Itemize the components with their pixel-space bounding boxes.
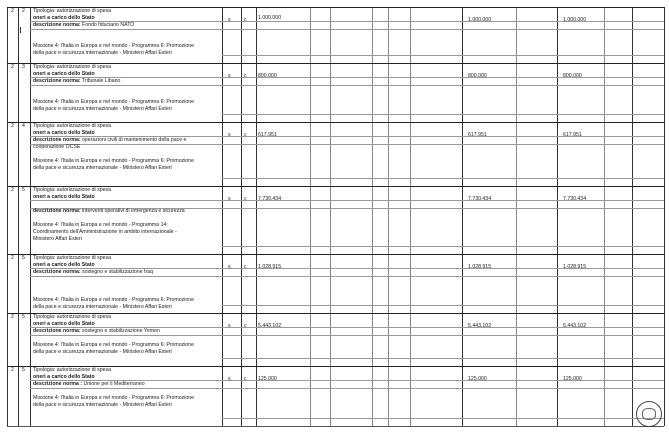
description-line: Tipologia: autorizzazione di spesa — [33, 187, 111, 193]
description-line — [33, 22, 134, 28]
row-index-2: 3 — [22, 64, 25, 70]
column-rule — [18, 7, 19, 426]
row-divider — [30, 144, 664, 145]
amount-year-3: 7.730.434 — [563, 196, 587, 202]
description-line: Tipologia: autorizzazione di spesa — [33, 367, 111, 373]
description-line — [33, 269, 153, 275]
description-line: Tipologia: autorizzazione di spesa — [33, 314, 111, 320]
field-label: descrizione norma: — [33, 208, 81, 214]
field-value: Tribunale Libano — [80, 78, 121, 84]
description-line: oneri a carico dello Stato — [33, 262, 95, 268]
description-line: Ministero Affari Esteri — [33, 236, 82, 242]
description-line: della pace e sicurezza internazionale - Ministero Affari Esteri — [33, 402, 172, 408]
row-divider — [222, 246, 664, 247]
type-code-c: c — [244, 132, 247, 138]
column-rule — [310, 7, 311, 426]
amount-year-2: 1.028.915 — [468, 264, 492, 270]
field-label: descrizione norma: — [33, 137, 81, 143]
field-value: interventi operativi di emergenza e sicurezza — [80, 208, 185, 214]
type-code-s: s — [228, 264, 231, 270]
description-line: Tipologia: autorizzazione di spesa — [33, 64, 111, 70]
row-index-1: 2 — [11, 367, 14, 373]
amount-year-1: 5.443.102 — [258, 323, 282, 329]
amount-year-1: 617.951 — [258, 132, 277, 138]
field-value: operazioni civili di mantenimento della pace e — [80, 137, 187, 143]
amount-year-2: 7.730.434 — [468, 196, 492, 202]
amount-year-2: 800.000 — [468, 73, 487, 79]
row-index-1: 2 — [11, 64, 14, 70]
description-line: Missione 4: l'Italia in Europa e nel mondo - Programma 14: — [33, 222, 168, 228]
type-code-s: s — [228, 132, 231, 138]
amount-year-3: 1.000.000 — [563, 17, 587, 23]
amount-year-1: 1.028.915 — [258, 264, 282, 270]
description-line: oneri a carico dello Stato — [33, 71, 95, 77]
description-line: Tipologia: autorizzazione di spesa — [33, 8, 111, 14]
row-index-1: 2 — [11, 255, 14, 261]
description-line: della pace e sicurezza internazionale - Ministero Affari Esteri — [33, 304, 172, 310]
row-divider — [222, 114, 664, 115]
type-code-c: c — [244, 264, 247, 270]
field-label: descrizione norma: — [33, 22, 81, 28]
field-label: descrizione norma : — [33, 381, 83, 387]
description-line: Missione 4: l'Italia in Europa e nel mondo - Programma 6: Promozione — [33, 99, 195, 105]
column-rule — [516, 7, 517, 426]
row-divider — [222, 55, 664, 56]
row-divider — [30, 335, 664, 336]
description-line: Missione 4: l'Italia in Europa e nel mondo - Programma 6: Promozione — [33, 395, 195, 401]
description-line: oneri a carico dello Stato — [33, 130, 95, 136]
description-line: della pace e sicurezza internazionale - Ministero Affari Esteri — [33, 349, 172, 355]
description-line: Tipologia: autorizzazione di spesa — [33, 123, 111, 129]
description-line: Missione 4: l'Italia in Europa e nel mondo - Programma 6: Promozione — [33, 43, 195, 49]
description-line: oneri a carico dello Stato — [33, 374, 95, 380]
row-index-2: 5 — [22, 314, 25, 320]
amount-year-2: 1.000.000 — [468, 17, 492, 23]
row-divider — [30, 388, 664, 389]
amount-year-1: 800.000 — [258, 73, 277, 79]
amount-year-3: 800.000 — [563, 73, 582, 79]
row-divider — [30, 29, 664, 30]
column-rule — [632, 7, 633, 426]
row-divider — [222, 305, 664, 306]
description-line: Missione 4: l'Italia in Europa e nel mondo - Programma 6: Promozione — [33, 342, 195, 348]
row-index-2: 5 — [22, 187, 25, 193]
margin-mark — [20, 27, 21, 33]
field-label: descrizione norma: — [33, 269, 81, 275]
amount-year-3: 617.951 — [563, 132, 582, 138]
description-line: cooperazione OCSE — [33, 144, 81, 150]
row-index-2: 2 — [22, 8, 25, 14]
description-line — [33, 78, 120, 84]
description-line: oneri a carico dello Stato — [33, 15, 95, 21]
amount-year-2: 125.000 — [468, 376, 487, 382]
type-code-c: c — [244, 17, 247, 23]
type-code-s: s — [228, 376, 231, 382]
seal-stamp — [636, 401, 662, 427]
type-code-c: c — [244, 73, 247, 79]
amount-year-2: 5.443.102 — [468, 323, 492, 329]
description-line: della pace e sicurezza internazionale - Ministero Affari Esteri — [33, 106, 172, 112]
description-line: oneri a carico dello Stato — [33, 321, 95, 327]
field-value: sostegno e stabilizzazione Yemen — [80, 328, 160, 334]
description-line: della pace e sicurezza internazionale - Ministero Affari Esteri — [33, 50, 172, 56]
column-rule — [372, 7, 373, 426]
column-rule — [222, 7, 223, 426]
row-divider — [222, 418, 664, 419]
row-divider — [30, 85, 664, 86]
column-rule — [256, 7, 257, 426]
column-rule — [664, 7, 665, 426]
row-index-1: 2 — [11, 8, 14, 14]
field-label: descrizione norma: — [33, 78, 81, 84]
column-rule — [30, 7, 31, 426]
column-rule — [557, 7, 558, 426]
amount-year-1: 1.000.000 — [258, 15, 282, 21]
description-line — [33, 208, 185, 214]
row-divider — [30, 276, 664, 277]
description-line — [33, 381, 145, 387]
column-rule — [604, 7, 605, 426]
description-line: oneri a carico dello Stato — [33, 194, 95, 200]
row-index-1: 2 — [11, 123, 14, 129]
type-code-c: c — [244, 376, 247, 382]
field-value: Unione per il Mediterraneo — [82, 381, 145, 387]
type-code-s: s — [228, 17, 231, 23]
row-index-1: 2 — [11, 314, 14, 320]
type-code-s: s — [228, 73, 231, 79]
amount-year-2: 617.951 — [468, 132, 487, 138]
row-index-2: 5 — [22, 367, 25, 373]
table-bottom-border — [7, 426, 664, 427]
column-rule — [330, 7, 331, 426]
type-code-c: c — [244, 196, 247, 202]
description-line: Missione 4: l'Italia in Europa e nel mondo - Programma 6: Promozione — [33, 158, 195, 164]
amount-year-1: 125.000 — [258, 376, 277, 382]
row-index-2: 5 — [22, 255, 25, 261]
description-line: Coordinamento dell'Amministrazione in ambito internazionale - — [33, 229, 177, 235]
column-rule — [388, 7, 389, 426]
description-line: della pace e sicurezza internazionale - Ministero Affari Esteri — [33, 165, 172, 171]
row-divider — [222, 358, 664, 359]
type-code-c: c — [244, 323, 247, 329]
field-label: descrizione norma: — [33, 328, 81, 334]
description-line — [33, 137, 186, 143]
column-rule — [410, 7, 411, 426]
description-line — [33, 328, 160, 334]
field-value: Fondo fiduciario NATO — [80, 22, 135, 28]
description-line: Tipologia: autorizzazione di spesa — [33, 255, 111, 261]
column-rule — [7, 7, 8, 426]
field-value: sostegno e stabilizzazione Iraq — [80, 269, 153, 275]
row-index-1: 2 — [11, 187, 14, 193]
row-index-2: 4 — [22, 123, 25, 129]
column-rule — [241, 7, 242, 426]
amount-year-3: 125.000 — [563, 376, 582, 382]
amount-year-3: 5.443.102 — [563, 323, 587, 329]
type-code-s: s — [228, 196, 231, 202]
amount-year-1: 7.730.434 — [258, 196, 282, 202]
column-rule — [462, 7, 463, 426]
amount-year-3: 1.028.915 — [563, 264, 587, 270]
row-divider — [222, 178, 664, 179]
description-line: Missione 4: l'Italia in Europa e nel mondo - Programma 6: Promozione — [33, 297, 195, 303]
type-code-s: s — [228, 323, 231, 329]
